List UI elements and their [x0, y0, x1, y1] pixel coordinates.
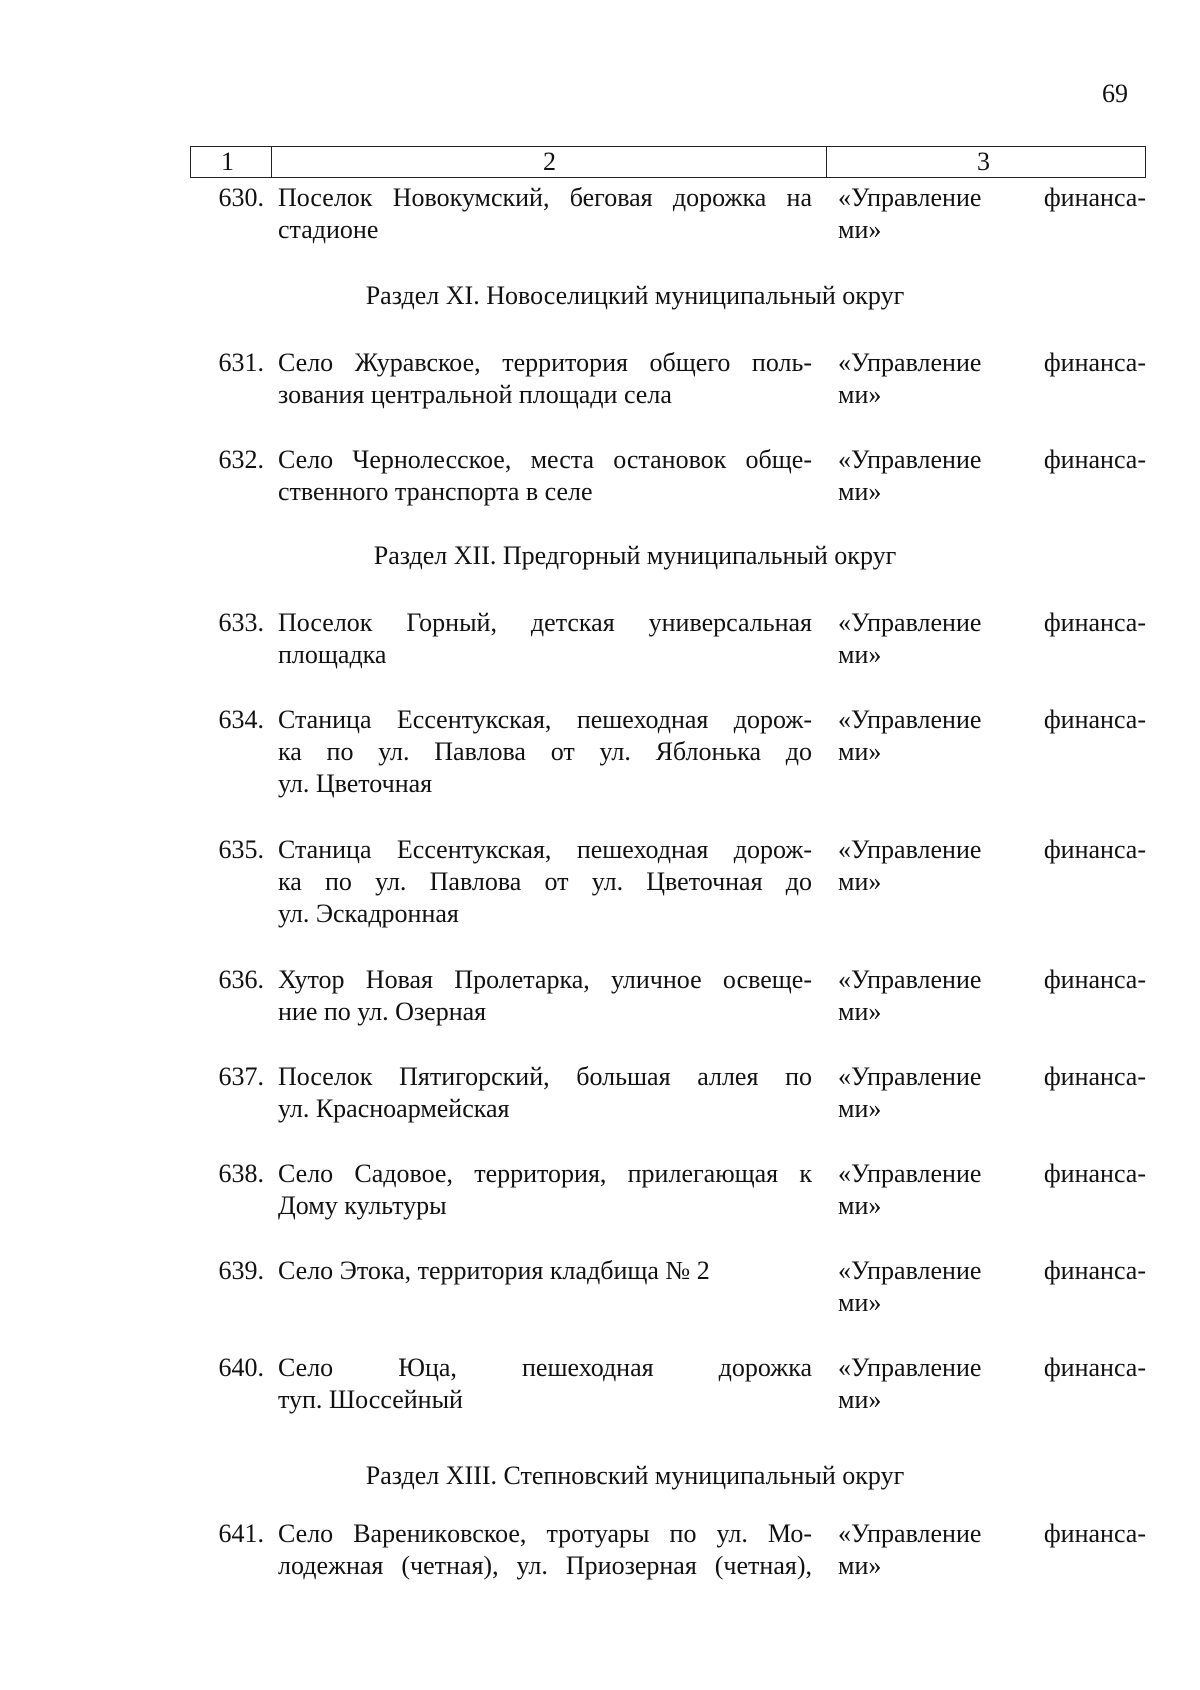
responsible-word-3: ми»	[838, 1191, 882, 1220]
description-line: Станица Ессентукская, пешеходная дорож-	[278, 835, 812, 864]
responsible-word-1: «Управление	[838, 183, 982, 212]
description-line: ул. Цветочная	[278, 769, 433, 798]
responsible-word-3: ми»	[838, 1385, 882, 1414]
responsible-body	[838, 607, 1146, 671]
responsible-word-3: ми»	[838, 1288, 882, 1317]
row-description	[278, 1518, 812, 1582]
responsible-word-2: финанса-	[1043, 705, 1146, 734]
responsible-word-2: финанса-	[1043, 348, 1146, 377]
responsible-body	[838, 834, 1146, 898]
row-description	[278, 704, 812, 800]
responsible-word-3: ми»	[838, 477, 882, 506]
description-line: ние по ул. Озерная	[278, 997, 487, 1026]
section-heading: Раздел XIII. Степновский муниципальный округ	[365, 1461, 905, 1490]
row-number: 640.	[218, 1353, 264, 1382]
page-number: 69	[1102, 79, 1128, 108]
responsible-word-1: «Управление	[838, 965, 982, 994]
section-heading: Раздел XII. Предгорный муниципальный округ	[373, 541, 897, 570]
description-line: Село Вареникoвское, тротуары по ул. Мо-	[278, 1519, 812, 1548]
responsible-body	[838, 347, 1146, 411]
description-line: Село Журавское, территория общего поль-	[278, 348, 812, 377]
responsible-body	[838, 182, 1146, 246]
table-header-col-2	[271, 146, 827, 178]
description-line: Поселок Новокумский, беговая дорожка на	[278, 183, 812, 212]
header-label-1: 1	[221, 147, 234, 176]
header-label-3: 3	[977, 147, 990, 176]
responsible-body	[838, 444, 1146, 508]
description-line: Станица Ессентукская, пешеходная дорож-	[278, 705, 812, 734]
row-number: 641.	[218, 1519, 264, 1548]
row-number: 631.	[218, 348, 264, 377]
header-label-2: 2	[543, 147, 556, 176]
description-line: Село Этока, территория кладбища № 2	[278, 1256, 710, 1285]
row-number: 634.	[218, 705, 264, 734]
responsible-body	[838, 704, 1146, 768]
responsible-word-1: «Управление	[838, 1256, 982, 1285]
row-description	[278, 347, 812, 411]
responsible-body	[838, 1255, 1146, 1319]
responsible-word-2: финанса-	[1043, 1353, 1146, 1382]
responsible-body	[838, 1352, 1146, 1416]
responsible-body	[838, 1158, 1146, 1222]
responsible-word-3: ми»	[838, 380, 882, 409]
description-line: площадка	[278, 640, 387, 669]
row-description	[278, 182, 812, 246]
row-description	[278, 1061, 812, 1125]
description-line: туп. Шоссейный	[278, 1385, 463, 1414]
responsible-word-1: «Управление	[838, 1519, 982, 1548]
row-description	[278, 834, 812, 930]
responsible-word-1: «Управление	[838, 1159, 982, 1188]
row-description	[278, 607, 812, 671]
row-number: 633.	[218, 608, 264, 637]
responsible-word-2: финанса-	[1043, 183, 1146, 212]
responsible-word-3: ми»	[838, 867, 882, 896]
row-number: 635.	[218, 835, 264, 864]
responsible-word-2: финанса-	[1043, 445, 1146, 474]
row-number: 630.	[218, 183, 264, 212]
row-description	[278, 444, 812, 508]
responsible-body	[838, 964, 1146, 1028]
description-line: Дому культуры	[278, 1191, 447, 1220]
description-line: лодежная (четная), ул. Приозерная (четная),	[278, 1551, 812, 1580]
responsible-word-3: ми»	[838, 737, 882, 766]
responsible-word-1: «Управление	[838, 835, 982, 864]
responsible-word-2: финанса-	[1043, 608, 1146, 637]
responsible-word-2: финанса-	[1043, 1062, 1146, 1091]
description-line: Село Садовое, территория, прилегающая к	[278, 1159, 812, 1188]
responsible-word-1: «Управление	[838, 1353, 982, 1382]
responsible-word-2: финанса-	[1043, 1519, 1146, 1548]
responsible-word-1: «Управление	[838, 608, 982, 637]
responsible-word-2: финанса-	[1043, 1159, 1146, 1188]
table-header-col-1	[190, 146, 272, 178]
responsible-word-3: ми»	[838, 1094, 882, 1123]
responsible-word-1: «Управление	[838, 348, 982, 377]
responsible-word-2: финанса-	[1043, 1256, 1146, 1285]
responsible-word-2: финанса-	[1043, 835, 1146, 864]
responsible-word-1: «Управление	[838, 445, 982, 474]
responsible-word-3: ми»	[838, 1551, 882, 1580]
responsible-body	[838, 1061, 1146, 1125]
responsible-word-3: ми»	[838, 215, 882, 244]
responsible-word-1: «Управление	[838, 705, 982, 734]
responsible-word-3: ми»	[838, 997, 882, 1026]
table-header-col-3	[826, 146, 1146, 178]
row-number: 632.	[218, 445, 264, 474]
row-description	[278, 1352, 812, 1416]
description-line: ул. Эскадронная	[278, 899, 459, 928]
description-line: Село Юца, пешеходная дорожка	[278, 1353, 812, 1382]
description-line: ственного транспорта в селе	[278, 477, 593, 506]
row-number: 637.	[218, 1062, 264, 1091]
description-line: зования центральной площади села	[278, 380, 672, 409]
row-description	[278, 1255, 812, 1287]
description-line: ка по ул. Павлова от ул. Яблонька до	[278, 737, 812, 766]
description-line: Хутор Новая Пролетарка, уличное освеще-	[278, 965, 812, 994]
description-line: Село Чернолесское, места остановок обще-	[278, 445, 812, 474]
description-line: Поселок Пятигорский, большая аллея по	[278, 1062, 812, 1091]
row-number: 636.	[218, 965, 264, 994]
row-number: 639.	[218, 1256, 264, 1285]
description-line: ул. Красноармейская	[278, 1094, 510, 1123]
responsible-word-3: ми»	[838, 640, 882, 669]
row-description	[278, 964, 812, 1028]
description-line: стадионе	[278, 215, 379, 244]
responsible-body	[838, 1518, 1146, 1582]
responsible-word-1: «Управление	[838, 1062, 982, 1091]
responsible-word-2: финанса-	[1043, 965, 1146, 994]
description-line: ка по ул. Павлова от ул. Цветочная до	[278, 867, 812, 896]
row-number: 638.	[218, 1159, 264, 1188]
description-line: Поселок Горный, детская универсальная	[278, 608, 812, 637]
row-description	[278, 1158, 812, 1222]
section-heading: Раздел XI. Новоселицкий муниципальный округ	[365, 281, 905, 310]
